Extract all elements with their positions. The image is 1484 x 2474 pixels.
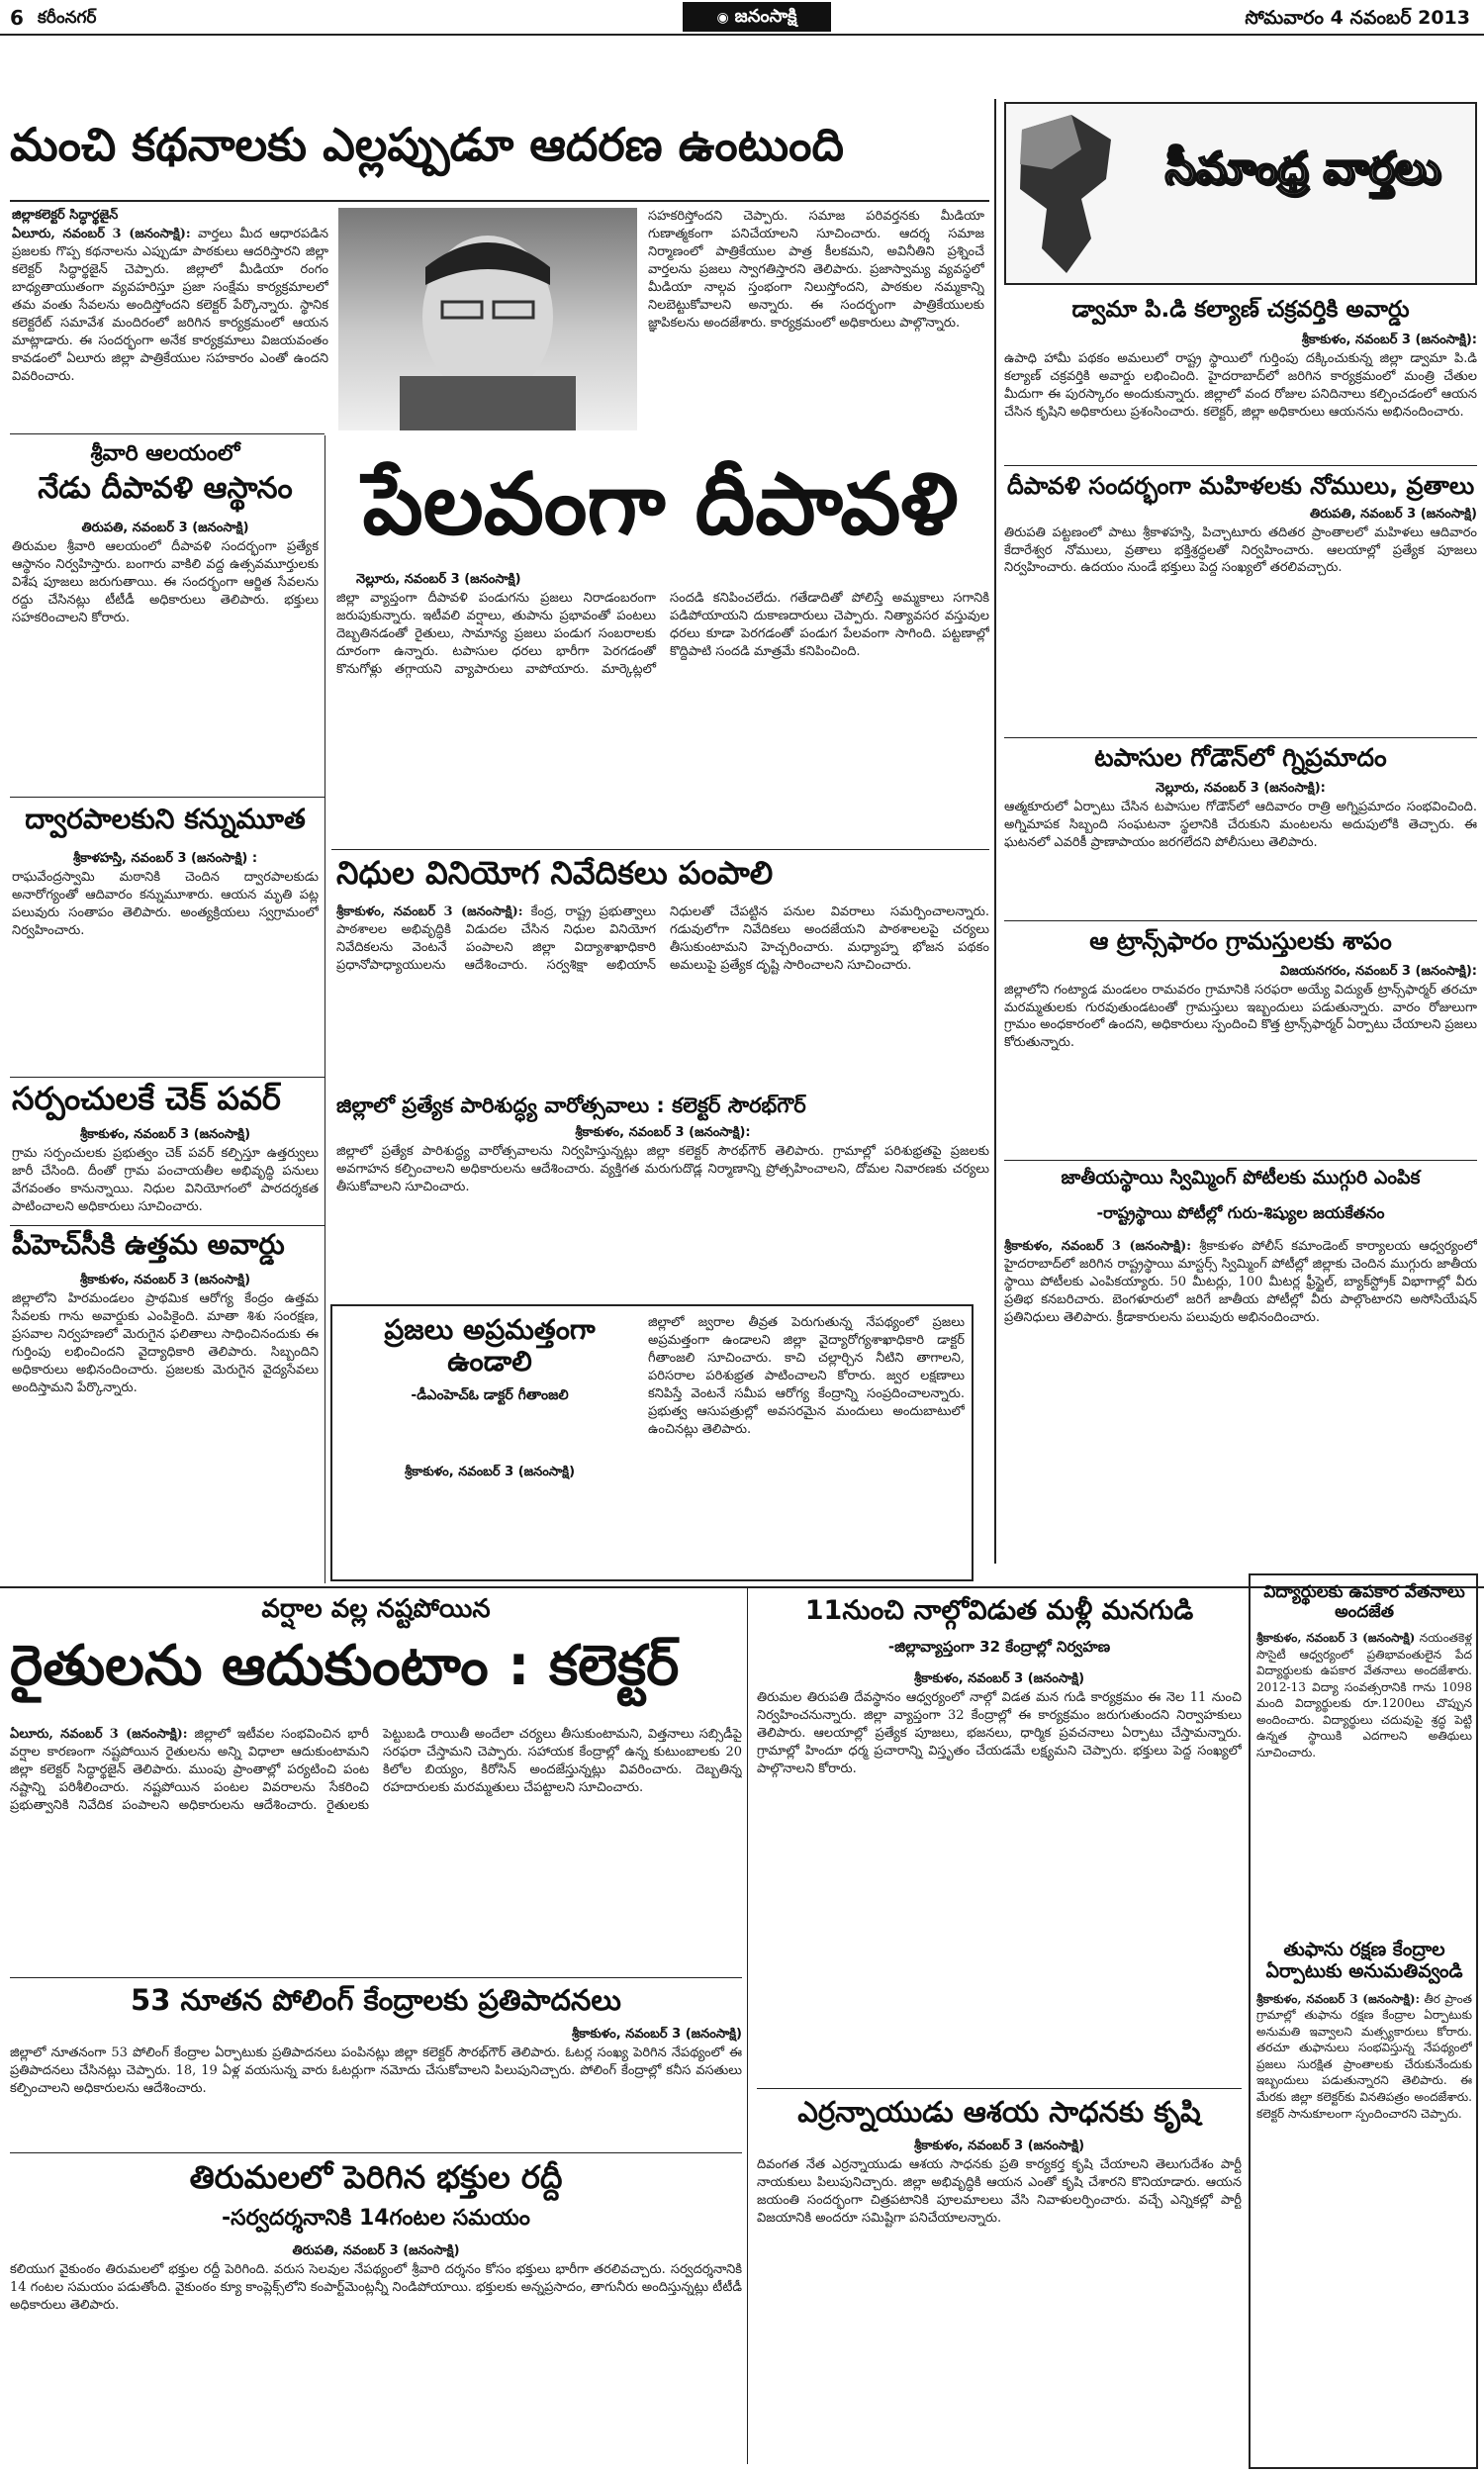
dwara-dateline: శ్రీకాళహస్తి, నవంబర్ 3 (జనంసాక్షి) : xyxy=(72,851,258,867)
story-dwama xyxy=(1004,297,1477,467)
vidyarthulu-body: నయంతకెళ్ల సొసైటీ ఆధ్వర్యంలో ప్రతిభావంతులైన పేద విద్యార్థులకు ఉపకార వేతనాలు అందజేశారు. 2012-13 విద్యా సంవత్సరానికి గాను 1098 మంది విద్యార్థులకు రూ.1200లు చొప్పున అందించారు. విద్యార్థులు చదువుపై శ్రద్ధ పెట్టి ఉన్నత స్థాయికి ఎదగాలని అతిథులు సూచించారు. xyxy=(1256,1631,1472,1760)
lead-kicker: జిల్లాకలెక్టర్ సిద్ధార్థజైన్ xyxy=(12,208,119,223)
transformer-body: జిల్లాలోని గంట్యాడ మండలం రామవరం గ్రామానికి సరఫరా అయ్యే విద్యుత్ ట్రాన్స్‌ఫార్మర్ తరచూ మరమ్మతులకు గురవుతుండటంతో గ్రామస్తులు ఇబ్బందులు పడుతున్నారు. వారం రోజులుగా గ్రామం అంధకారంలో ఉందని, అధికారులు స్పందించి కొత్త ట్రాన్స్‌ఫార్మర్ ఏర్పాటు చేయాలని ప్రజలు కోరుతున్నారు. xyxy=(1004,982,1477,1051)
sarpanch-dateline: శ్రీకాకుళం, నవంబర్ 3 (జనంసాక్షి) xyxy=(79,1126,251,1142)
rule xyxy=(10,797,325,798)
story-polling xyxy=(10,1984,742,2143)
lead-headline: మంచి కథనాలకు ఎల్లప్పుడూ ఆదరణ ఉంటుంది xyxy=(10,118,844,171)
tirumala-subhead: -సర్వదర్శనానికి 14గంటల సమయం xyxy=(222,2205,530,2231)
vidyarthulu-headline: విద్యార్థులకు ఉపకార వేతనాలు అందజేత xyxy=(1263,1582,1465,1622)
rule xyxy=(10,2152,742,2153)
story-godown-fire xyxy=(1004,744,1477,890)
phc-headline: పీహెచ్‌సీకి ఉత్తమ అవార్డు xyxy=(12,1228,285,1261)
section-name: కరీంనగర్ xyxy=(38,8,97,28)
nidhulu-headline: నిధుల వినియోగ నివేదికలు పంపాలి xyxy=(336,854,774,892)
story-yerrannaidu xyxy=(757,2096,1242,2443)
paper-logo: ◉ జనంసాక్షి xyxy=(683,2,831,32)
fire-headline: టపాసుల గోడౌన్‌లో గ్నిప్రమాదం xyxy=(1094,743,1387,772)
nidhulu-body: కేంద్ర, రాష్ట్ర ప్రభుత్వాలు పాఠశాలల అభివృద్ధికి విడుదల చేసిన నిధుల వినియోగ నివేదికలను వెంటనే పంపాలని జిల్లా విద్యాశాఖాధికారి ప్రధానోపాధ్యాయులను ఆదేశించారు. సర్వశిక్షా అభియాన్ నిధులతో చేపట్టిన పనుల వివరాలు సమర్పించాలన్నారు. గడువులోగా నివేదికలు అందజేయని పాఠశాలలపై చర్యలు తీసుకుంటామని హెచ్చరించారు. మధ్యాహ్న భోజన పథకం అమలుపై ప్రత్యేక దృష్టి సారించాలని సూచించారు. xyxy=(336,904,989,973)
srivari-kicker: శ్రీవారి ఆలయంలో xyxy=(90,441,240,466)
story-dwarapalaka xyxy=(12,804,319,1049)
page-masthead xyxy=(0,0,1484,36)
lead-article-left xyxy=(12,208,328,424)
collector-photo xyxy=(338,208,637,430)
toofan-body: తీర ప్రాంత గ్రామాల్లో తుఫాను రక్షణ కేంద్రాల ఏర్పాటుకు అనుమతి ఇవ్వాలని మత్స్యకారులు కోరారు. తరచూ తుఫానులు సంభవిస్తున్న నేపథ్యంలో ప్రజలు సురక్షిత ప్రాంతాలకు చేరుకునేందుకు ఇబ్బందులు పడుతున్నారని తెలిపారు. ఈ మేరకు జిల్లా కలెక్టర్‌కు వినతిపత్రం అందజేశారు. కలెక్టర్ సానుకూలంగా స్పందించారని చెప్పారు. xyxy=(1256,1991,1472,2121)
story-swimming xyxy=(1004,1168,1477,1553)
lead-rule xyxy=(10,200,989,202)
fire-body: ఆత్మకూరులో ఏర్పాటు చేసిన టపాసుల గోడౌన్‌లో ఆదివారం రాత్రి అగ్నిప్రమాదం సంభవించింది. అగ్నిమాపక సిబ్బంది సంఘటనా స్థలానికి చేరుకుని మంటలను అదుపులోకి తెచ్చారు. ఈ ఘటనలో ఎవరికీ ప్రాణాపాయం జరగలేదని పోలీసులు తెలిపారు. xyxy=(1004,799,1477,850)
srivari-body: తిరుమల శ్రీవారి ఆలయంలో దీపావళి సందర్భంగా ప్రత్యేక ఆస్థానం నిర్వహిస్తారు. బంగారు వాకిలి వద్ద ఉత్సవమూర్తులకు విశేష పూజలు జరుగుతాయి. ఈ సందర్భంగా ఆర్జిత సేవలను రద్దు చేసినట్లు టీటీడీ అధికారులు తెలిపారు. భక్తులు సహకరించాలని కోరారు. xyxy=(12,538,319,625)
praja-headline: ప్రజలు అప్రమత్తంగా ఉండాలి xyxy=(384,1313,596,1379)
deepavali-dateline: నెల్లూరు, నవంబర్ 3 (జనంసాక్షి) xyxy=(356,572,521,587)
lead-body-left: వార్తలు మీద ఆధారపడిన ప్రజలకు గొప్ప కథనాలను ఎప్పుడూ పాఠకులు ఆదరిస్తారని జిల్లా కలెక్టర్ సిద్ధార్థజైన్ చెప్పారు. జిల్లాలో మీడియా రంగం బాధ్యతాయుతంగా వ్యవహరిస్తూ ప్రజా సంక్షేమ కార్యక్రమాలలో తమ వంతు సేవలను అందిస్తోందని కలెక్టర్ పేర్కొన్నారు. స్థానిక కలెక్టరేట్ సమావేశ మందిరంలో జరిగిన కార్యక్రమంలో ఆయన మాట్లాడారు. ఈ సందర్భంగా అనేక కార్యక్రమాలు విజయవంతం కావడంలో ఏలూరు జిల్లా పాత్రికేయుల సహకారం ఎంతో ఉందని వివరించారు. xyxy=(12,227,328,384)
dwara-body: రాఘవేంద్రస్వామి మఠానికి చెందిన ద్వారపాలకుడు అనారోగ్యంతో ఆదివారం కన్నుమూశారు. ఆయన మృతి పట్ల పలువురు సంతాపం తెలిపారు. అంత్యక్రియలు స్వగ్రామంలో నిర్వహించారు. xyxy=(12,870,319,938)
rule xyxy=(10,1077,325,1078)
praja-body: జిల్లాలో జ్వరాల తీవ్రత పెరుగుతున్న నేపథ్యంలో ప్రజలు అప్రమత్తంగా ఉండాలని జిల్లా వైద్యారోగ్యశాఖాధికారి డాక్టర్ గీతాంజలి సూచించారు. కాచి చల్లార్చిన నీటిని తాగాలని, పరిసరాల పరిశుభ్రత పాటించాలని కోరారు. జ్వర లక్షణాలు కనిపిస్తే వెంటనే సమీప ఆరోగ్య కేంద్రాన్ని సంప్రదించాలన్నారు. ప్రభుత్వ ఆసుపత్రుల్లో అవసరమైన మందులు అందుబాటులో ఉంచినట్లు తెలిపారు. xyxy=(648,1315,965,1437)
cleanliness-headline: జిల్లాలో ప్రత్యేక పారిశుద్ధ్య వారోత్సవాలు : కలెక్టర్ సౌరభ్‌గౌర్ xyxy=(336,1094,806,1117)
phc-dateline: శ్రీకాకుళం, నవంబర్ 3 (జనంసాక్షి) xyxy=(79,1273,251,1288)
managuddi-dateline: శ్రీకాకుళం, నవంబర్ 3 (జనంసాక్షి) xyxy=(913,1671,1085,1687)
nomulu-dateline: తిరుపతి, నవంబర్ 3 (జనంసాక్షి) xyxy=(1309,506,1477,522)
cleanliness-body: జిల్లాలో ప్రత్యేక పారిశుద్ధ్య వారోత్సవాలను నిర్వహిస్తున్నట్లు జిల్లా కలెక్టర్ సౌరభ్‌గౌర్ తెలిపారు. గ్రామాల్లో పరిశుభ్రతపై ప్రజలకు అవగాహన కల్పించాలని అధికారులను ఆదేశించారు. వ్యక్తిగత మరుగుదొడ్ల నిర్మాణాన్ని ప్రోత్సహించాలని, దోమల నివారణకు చర్యలు తీసుకోవాలని సూచించారు. xyxy=(336,1144,989,1195)
yerrannaidu-headline: ఎర్రన్నాయుడు ఆశయ సాధనకు కృషి xyxy=(797,2095,1201,2129)
sarpanch-headline: సర్పంచులకే చెక్ పవర్ xyxy=(12,1080,281,1117)
managuddi-subhead: -జిల్లావ్యాప్తంగా 32 కేంద్రాల్లో నిర్వహణ xyxy=(887,1638,1111,1657)
rule xyxy=(10,433,325,434)
phc-body: జిల్లాలోని హిరమండలం ప్రాథమిక ఆరోగ్య కేంద్రం ఉత్తమ సేవలకు గాను అవార్డుకు ఎంపికైంది. మాతా శిశు సంరక్షణ, ప్రసవాల నిర్వహణలో మెరుగైన ఫలితాలు సాధించినందుకు ఈ గుర్తింపు లభించిందని వైద్యాధికారి తెలిపారు. సిబ్బందిని అధికారులు అభినందించారు. ప్రజలకు మెరుగైన వైద్యసేవలు అందిస్తామని పేర్కొన్నారు. xyxy=(12,1291,319,1395)
logo-eye-icon: ◉ xyxy=(716,10,729,26)
transformer-dateline: విజయనగరం, నవంబర్ 3 (జనంసాక్షి): xyxy=(1280,963,1477,979)
praja-subhead: -డీఎంహెచ్‌ఓ డాక్టర్ గీతాంజలి xyxy=(411,1387,569,1404)
story-vidyarthulu xyxy=(1256,1583,1472,1927)
farmers-headline: రైతులను ఆదుకుంటాం : కలెక్టర్ xyxy=(10,1633,680,1698)
managuddi-body: తిరుమల తిరుపతి దేవస్థానం ఆధ్వర్యంలో నాల్గో విడత మన గుడి కార్యక్రమం ఈ నెల 11 నుంచి నిర్వహించనున్నారు. జిల్లా వ్యాప్తంగా 32 కేంద్రాల్లో ఈ కార్యక్రమం జరుగుతుందని నిర్వాహకులు తెలిపారు. ఆలయాల్లో ప్రత్యేక పూజలు, భజనలు, ధార్మిక ప్రవచనాలు ఏర్పాటు చేస్తామన్నారు. గ్రామాల్లో హిందూ ధర్మ ప్రచారాన్ని విస్తృతం చేయడమే లక్ష్యమని చెప్పారు. భక్తులు పెద్ద సంఖ్యలో పాల్గొనాలని కోరారు. xyxy=(757,1690,1242,1776)
rule xyxy=(1004,1160,1477,1161)
farmers-dateline: ఏలూరు, నవంబర్ 3 (జనంసాక్షి): xyxy=(10,1727,188,1743)
deepavali-headline: పేలవంగా దీపావళి xyxy=(362,455,959,554)
vidyarthulu-dateline: శ్రీకాకుళం, నవంబర్ 3 (జనంసాక్షి) xyxy=(1256,1631,1416,1646)
story-phc xyxy=(12,1229,319,1577)
yerrannaidu-dateline: శ్రీకాకుళం, నవంబర్ 3 (జనంసాక్షి) xyxy=(913,2139,1085,2154)
yerrannaidu-body: దివంగత నేత ఎర్రన్నాయుడు ఆశయ సాధనకు ప్రతి కార్యకర్త కృషి చేయాలని తెలుగుదేశం పార్టీ నాయకులు పిలుపునిచ్చారు. జిల్లా అభివృద్ధికి ఆయన ఎంతో కృషి చేశారని కొనియాడారు. ఆయన జయంతి సందర్భంగా చిత్రపటానికి పూలమాలలు వేసి నివాళులర్పించారు. వచ్చే ఎన్నికల్లో పార్టీ విజయానికి అందరూ సమిష్టిగా పనిచేయాలన్నారు. xyxy=(757,2157,1242,2227)
rule xyxy=(1004,737,1477,738)
rule xyxy=(757,2088,1242,2089)
lead-body-right: సహకరిస్తోందని చెప్పారు. సమాజ పరివర్తనకు మీడియా గుణాత్మకంగా పనిచేయాలని సూచించారు. ఆదర్శ సమాజ నిర్మాణంలో పాత్రికేయుల పాత్ర కీలకమని, అవినీతిని ప్రశ్నించే వార్తలను ప్రజలు స్వాగతిస్తారని తెలిపారు. ప్రజాస్వామ్య వ్యవస్థలో మీడియా నాల్గవ స్తంభంగా నిలుస్తోందని, పాఠకుల నమ్మకాన్ని నిలబెట్టుకోవాలని అన్నారు. ఈ సందర్భంగా పాత్రికేయులకు జ్ఞాపికలను అందజేశారు. కార్యక్రమంలో అధికారులు పాల్గొన్నారు. xyxy=(648,209,984,331)
nidhulu-dateline: శ్రీకాకుళం, నవంబర్ 3 (జనంసాక్షి): xyxy=(336,904,523,919)
story-transformer xyxy=(1004,928,1477,1130)
story-nomulu xyxy=(1004,473,1477,616)
dwama-body: ఉపాధి హామీ పథకం అమలులో రాష్ట్ర స్థాయిలో గుర్తింపు దక్కించుకున్న జిల్లా డ్వామా పి.డి కల్యాణ్ చక్రవర్తికి అవార్డు లభించింది. హైదరాబాద్‌లో జరిగిన కార్యక్రమంలో మంత్రి చేతుల మీదుగా ఈ పురస్కారం అందుకున్నారు. జిల్లాలో వంద రోజుల పనిదినాలు కల్పించడంలో ఆయన చేసిన కృషిని అధికారులు ప్రశంసించారు. కలెక్టర్, జిల్లా అధికారులు ఆయనను అభినందించారు. xyxy=(1004,351,1477,421)
farmers-kicker: వర్షాల వల్ల నష్టపోయిన xyxy=(261,1594,491,1624)
rule xyxy=(10,1225,325,1226)
seemandhra-title: సీమాంధ్ర వార్తలు xyxy=(1164,143,1441,194)
story-managuddi xyxy=(757,1595,1242,2090)
tirumala-body: కలియుగ వైకుంఠం తిరుమలలో భక్తుల రద్దీ పెరిగింది. వరుస సెలవుల నేపథ్యంలో శ్రీవారి దర్శనం కోసం భక్తులు భారీగా తరలివచ్చారు. సర్వదర్శనానికి 14 గంటల సమయం పడుతోంది. వైకుంఠం క్యూ కాంప్లెక్స్‌లోని కంపార్ట్‌మెంట్లన్నీ నిండిపోయాయి. భక్తులకు అన్నప్రసాదం, తాగునీరు అందిస్తున్నట్లు టీటీడీ అధికారులు తెలిపారు. xyxy=(10,2261,742,2313)
dwama-headline: డ్వామా పి.డి కల్యాణ్ చక్రవర్తికి అవార్డు xyxy=(1071,297,1410,323)
fire-dateline: నెల్లూరు, నవంబర్ 3 (జనంసాక్షి): xyxy=(1156,780,1326,796)
swimming-body: శ్రీకాకుళం పోలీస్ కమాండెంట్ కార్యాలయ ఆధ్వర్యంలో హైదరాబాద్‌లో జరిగిన రాష్ట్రస్థాయి మాస్టర్స్ స్విమ్మింగ్ పోటీల్లో జిల్లాకు చెందిన ముగ్గురు జాతీయ స్థాయి పోటీలకు ఎంపికయ్యారు. 50 మీటర్లు, 100 మీటర్ల ఫ్రీస్టైల్, బ్యాక్‌స్ట్రోక్ విభాగాల్లో వీరు ప్రతిభ కనబరిచారు. బెంగళూరులో జరిగే జాతీయ పోటీల్లో వీరు పాల్గొంటారని అసోసియేషన్ ప్రతినిధులు తెలిపారు. క్రీడాకారులను పలువురు అభినందించారు. xyxy=(1004,1238,1477,1325)
dwama-dateline: శ్రీకాకుళం, నవంబర్ 3 (జనంసాక్షి): xyxy=(1301,333,1477,348)
toofan-dateline: శ్రీకాకుళం, నవంబర్ 3 (జనంసాక్షి): xyxy=(1256,1991,1421,2006)
story-tirumala xyxy=(10,2159,742,2370)
transformer-headline: ఆ ట్రాన్స్‌ఫారం గ్రామస్తులకు శాపం xyxy=(1089,927,1392,955)
swimming-dateline: శ్రీకాకుళం, నవంబర్ 3 (జనంసాక్షి): xyxy=(1004,1238,1192,1254)
seemandhra-logo-box xyxy=(1004,102,1477,285)
toofan-headline: తుఫాను రక్షణ కేంద్రాల ఏర్పాటుకు అనుమతివ్వండి xyxy=(1265,1939,1463,1982)
story-sarpanch xyxy=(12,1081,319,1224)
nomulu-body: తిరుపతి పట్టణంలో పాటు శ్రీకాళహస్తి, పిచ్చాటూరు తదితర ప్రాంతాలలో మహిళలు ఆదివారం కేదారేశ్వర నోములు, వ్రతాలు భక్తిశ్రద్ధలతో నిర్వహించారు. ఆలయాల్లో ప్రత్యేక పూజలు నిర్వహించారు. ఉదయం నుండే భక్తులు పెద్ద సంఖ్యలో తరలివచ్చారు. xyxy=(1004,524,1477,576)
cleanliness-dateline: శ్రీకాకుళం, నవంబర్ 3 (జనంసాక్షి): xyxy=(575,1125,751,1141)
swimming-subhead: -రాష్ట్రస్థాయి పోటీల్లో గురు-శిష్యుల జయకేతనం xyxy=(1096,1202,1385,1222)
story-cleanliness xyxy=(336,1094,989,1212)
lead-dateline: ఏలూరు, నవంబర్ 3 (జనంసాక్షి): xyxy=(12,227,191,241)
sarpanch-body: గ్రామ సర్పంచులకు ప్రభుత్వం చెక్ పవర్ కల్పిస్తూ ఉత్తర్వులు జారీ చేసింది. దీంతో గ్రామ పంచాయతీల అభివృద్ధి పనులు వేగవంతం కానున్నాయి. నిధుల వినియోగంలో పారదర్శకత పాటించాలని అధికారులు సూచించారు. xyxy=(12,1145,319,1214)
nomulu-headline: దీపావళి సందర్భంగా మహిళలకు నోములు, వ్రతాలు xyxy=(1006,472,1475,500)
praja-dateline-wrap xyxy=(341,1465,638,1482)
rule xyxy=(1004,920,1477,921)
managuddi-headline: 11నుంచి నాల్గోవిడుత మళ్లీ మనగుడి xyxy=(804,1595,1194,1626)
tirumala-headline: తిరుమలలో పెరిగిన భక్తుల రద్దీ xyxy=(189,2158,563,2196)
deepavali-body: జిల్లా వ్యాప్తంగా దీపావళి పండుగను ప్రజలు నిరాడంబరంగా జరుపుకున్నారు. ఇటీవలి వర్షాలు, తుపాను ప్రభావంతో పంటలు దెబ్బతినడంతో రైతులు, సామాన్య ప్రజలు పండుగ సంబరాలకు దూరంగా ఉన్నారు. టపాసుల ధరలు భారీగా పెరగడంతో కొనుగోళ్లు తగ్గాయని వ్యాపారులు వాపోయారు. మార్కెట్లలో సందడి కనిపించలేదు. గతేడాదితో పోలిస్తే అమ్మకాలు సగానికి పడిపోయాయని దుకాణదారులు చెప్పారు. నిత్యావసర వస్తువుల ధరలు కూడా పెరగడంతో పండుగ పేలవంగా సాగింది. పట్టణాల్లో కొద్దిపాటి సందడి మాత్రమే కనిపించింది. xyxy=(336,591,989,677)
story-praja xyxy=(341,1314,638,1406)
issue-date: సోమవారం 4 నవంబర్ 2013 xyxy=(1245,7,1470,29)
story-deepavali xyxy=(336,572,989,859)
polling-dateline: శ్రీకాకుళం, నవంబర్ 3 (జనంసాక్షి) xyxy=(571,2027,742,2043)
farmers-body: జిల్లాలో ఇటీవల సంభవించిన భారీ వర్షాల కారణంగా నష్టపోయిన రైతులను అన్ని విధాలా ఆదుకుంటామని జిల్లా కలెక్టర్ సిద్ధార్థజైన్ తెలిపారు. ముంపు ప్రాంతాల్లో పర్యటించి పంట నష్టాన్ని పరిశీలించారు. నష్టపోయిన పంటల వివరాలను సేకరించి ప్రభుత్వానికి నివేదిక పంపాలని అధికారులను ఆదేశించారు. రైతులకు పెట్టుబడి రాయితీ అందేలా చర్యలు తీసుకుంటామని, విత్తనాలు సబ్సిడీపై సరఫరా చేస్తామని చెప్పారు. సహాయక కేంద్రాల్లో ఉన్న కుటుంబాలకు 20 కిలోల బియ్యం, కిరోసిన్ అందజేస్తున్నట్లు వివరించారు. దెబ్బతిన్న రహదారులకు మరమ్మతులు చేపట్టాలని సూచించారు. xyxy=(10,1727,742,1814)
story-nidhulu xyxy=(336,855,989,1074)
rule xyxy=(1004,465,1477,466)
story-srivari xyxy=(12,441,319,741)
praja-dateline: శ్రీకాకుళం, నవంబర్ 3 (జనంసాక్షి) xyxy=(404,1465,576,1479)
page-number: 6 xyxy=(10,6,24,30)
story-toofan xyxy=(1256,1940,1472,2426)
srivari-headline: నేడు దీపావళి ఆస్థానం xyxy=(38,471,293,507)
rule xyxy=(10,1977,742,1978)
column-divider xyxy=(994,99,996,1564)
rule xyxy=(747,1588,748,2464)
state-map-icon xyxy=(1012,110,1121,278)
story-farmers xyxy=(10,1595,742,1924)
rule xyxy=(331,849,989,850)
srivari-dateline: తిరుపతి, నవంబర్ 3 (జనంసాక్షి) xyxy=(81,520,249,535)
swimming-headline: జాతీయస్థాయి స్విమ్మింగ్ పోటీలకు ముగ్గురి ఎంపిక xyxy=(1061,1167,1421,1189)
dwara-headline: ద్వారపాలకుని కన్నుమూత xyxy=(25,803,306,835)
polling-body: జిల్లాలో నూతనంగా 53 పోలింగ్ కేంద్రాల ఏర్పాటుకు ప్రతిపాదనలు పంపినట్లు జిల్లా కలెక్టర్ సౌరభ్‌గౌర్ తెలిపారు. ఓటర్ల సంఖ్య పెరిగిన నేపథ్యంలో ఈ ప్రతిపాదనలు చేసినట్లు చెప్పారు. 18, 19 ఏళ్ల వయసున్న వారు ఓటర్లుగా నమోదు చేసుకోవాలని పిలుపునిచ్చారు. పోలింగ్ కేంద్రాల్లో కనీస వసతులు కల్పించాలని అధికారులను ఆదేశించారు. xyxy=(10,2046,742,2097)
polling-headline: 53 నూతన పోలింగ్ కేంద్రాలకు ప్రతిపాదనలు xyxy=(131,1983,621,2017)
tirumala-dateline: తిరుపతి, నవంబర్ 3 (జనంసాక్షి) xyxy=(292,2242,460,2258)
